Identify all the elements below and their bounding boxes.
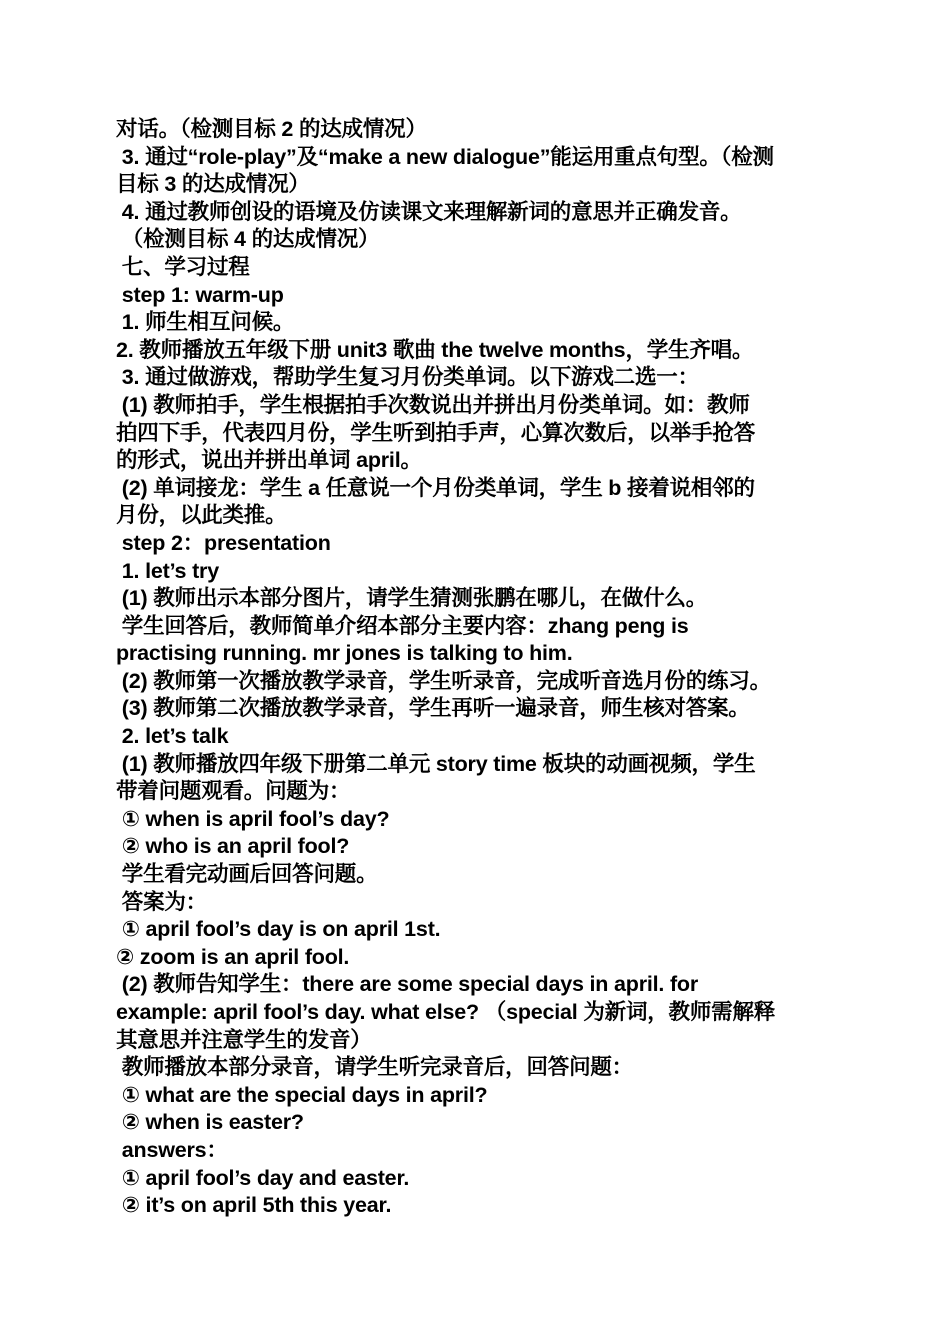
text-line: (2) 单词接龙：学生 a 任意说一个月份类单词，学生 b 接着说相邻的	[116, 475, 755, 500]
text-line: 学生看完动画后回答问题。	[116, 862, 378, 887]
text-line: (1) 教师播放四年级下册第二单元 story time 板块的动画视频，学生	[116, 751, 756, 776]
text-line: (3) 教师第二次播放教学录音，学生再听一遍录音，师生核对答案。	[116, 696, 750, 721]
text-line: ① april fool’s day is on april 1st.	[116, 917, 441, 942]
text-line: ① april fool’s day and easter.	[116, 1165, 410, 1190]
text-line: ② zoom is an april fool.	[116, 944, 350, 969]
text-line: 3. 通过做游戏，帮助学生复习月份类单词。以下游戏二选一：	[116, 365, 699, 390]
text-line: 2. let’s talk	[116, 724, 229, 749]
document-body	[116, 116, 841, 1220]
text-line: 3. 通过“role-play”及“make a new dialogue”能运用重点句型。（检测	[116, 144, 774, 169]
text-line: (1) 教师拍手，学生根据拍手次数说出并拼出月份类单词。如：教师	[116, 392, 750, 417]
text-line: practising running. mr jones is talking to him.	[116, 641, 573, 666]
text-line: 学生回答后，教师简单介绍本部分主要内容：zhang peng is	[116, 613, 689, 638]
text-line: 目标 3 的达成情况）	[116, 172, 310, 197]
text-line: ② it’s on april 5th this year.	[116, 1193, 392, 1218]
text-line: 1. 师生相互问候。	[116, 310, 295, 335]
text-line: 带着问题观看。问题为：	[116, 779, 351, 804]
text-line: step 2：presentation	[116, 530, 331, 555]
text-line: 对话。（检测目标 2 的达成情况）	[116, 117, 427, 141]
text-line: （检测目标 4 的达成情况）	[116, 227, 380, 252]
text-line: example: april fool’s day. what else? （special 为新词，教师需解释	[116, 1000, 776, 1024]
text-line: 2. 教师播放五年级下册 unit3 歌曲 the twelve months，学生齐唱。	[116, 337, 754, 362]
text-line: answers：	[116, 1137, 228, 1162]
text-line: 的形式，说出并拼出单词 april。	[116, 448, 422, 473]
text-line: 拍四下手，代表四月份，学生听到拍手声，心算次数后，以举手抢答	[116, 420, 756, 445]
text-line: ② when is easter?	[116, 1110, 304, 1135]
text-line: 月份，以此类推。	[116, 503, 287, 528]
text-line: 教师播放本部分录音，请学生听完录音后，回答问题：	[116, 1055, 633, 1080]
text-line: 1. let’s try	[116, 558, 219, 583]
text-line: ① what are the special days in april?	[116, 1082, 488, 1107]
text-line: ② who is an april fool?	[116, 834, 350, 859]
text-line: ① when is april fool’s day?	[116, 806, 390, 831]
text-line: step 1: warm-up	[116, 282, 284, 307]
text-line: (1) 教师出示本部分图片，请学生猜测张鹏在哪儿，在做什么。	[116, 586, 708, 611]
text-line: (2) 教师第一次播放教学录音，学生听录音，完成听音选月份的练习。	[116, 668, 771, 693]
text-line: 答案为：	[116, 889, 207, 914]
text-line: 4. 通过教师创设的语境及仿读课文来理解新词的意思并正确发音。	[116, 199, 742, 224]
text-line: 其意思并注意学生的发音）	[116, 1027, 372, 1052]
text-line: 七、学习过程	[116, 254, 250, 279]
text-line: (2) 教师告知学生：there are some special days in april. for	[116, 972, 699, 997]
